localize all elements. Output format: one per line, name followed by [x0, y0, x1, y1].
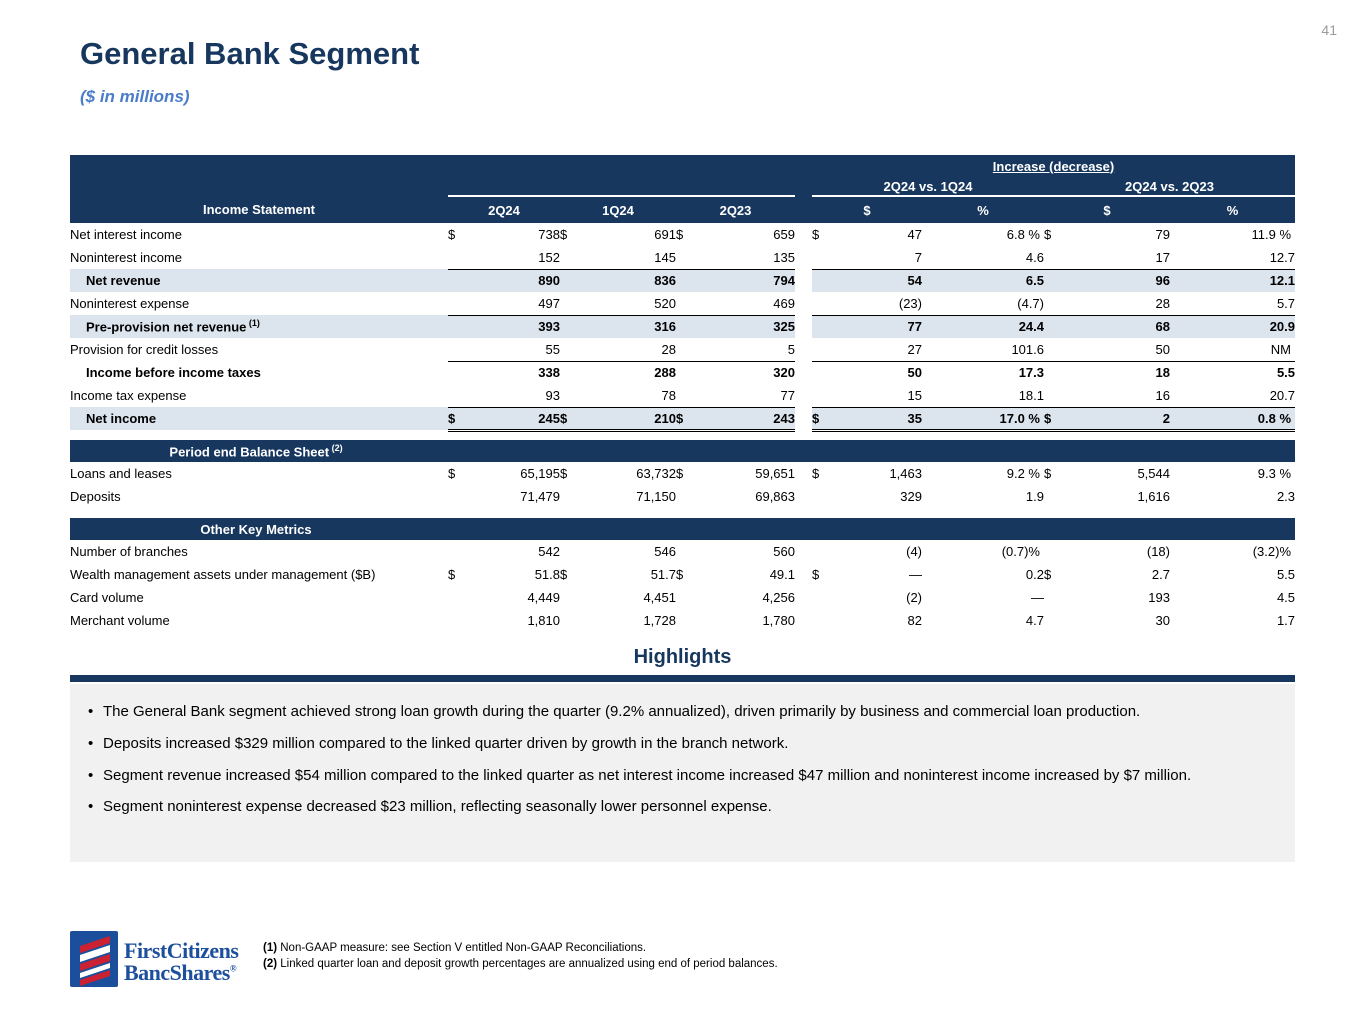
table-cell: 50 — [838, 361, 922, 384]
table-cell: 1.9 — [1025, 489, 1044, 504]
header-row-columns — [70, 196, 1295, 223]
table-cell — [448, 315, 474, 338]
table-row — [70, 223, 1295, 246]
table-cell: 560 — [773, 544, 795, 559]
table-cell — [1044, 609, 1070, 632]
table-cell: (18) — [1146, 544, 1170, 559]
row-label: Net income — [70, 407, 448, 430]
table-cell: $ — [676, 227, 684, 242]
table-cell: (3.2)% — [1252, 544, 1292, 559]
table-cell: 0.2 — [1025, 567, 1044, 582]
company-logo — [70, 931, 238, 987]
table-cell: 79 — [1155, 227, 1170, 242]
row-label: Noninterest expense — [70, 296, 190, 311]
table-cell: 4.6 — [1025, 249, 1044, 265]
table-cell: 5,544 — [1137, 466, 1170, 481]
table-cell: 55 — [545, 341, 560, 357]
table-cell: 4.7 — [1025, 613, 1044, 628]
table-cell — [676, 540, 702, 563]
table-cell: 1.7 — [1276, 613, 1296, 628]
table-cell: 497 — [538, 295, 560, 311]
page-subtitle: ($ in millions) — [80, 87, 190, 106]
column-header-2q24: 2Q24 — [448, 196, 560, 223]
table-cell: 691 — [654, 227, 676, 242]
table-cell: $ — [560, 567, 568, 582]
table-cell: 152 — [538, 249, 560, 265]
table-cell — [448, 361, 474, 384]
vs-group-2q23: 2Q24 vs. 2Q23 — [1044, 177, 1295, 196]
other-key-metrics-section-header — [70, 518, 1295, 540]
highlight-bullet: • Segment noninterest expense decreased $23 million, reflecting seasonally lower personnel expense. — [86, 796, 1277, 818]
table-cell: 6.8 % — [1006, 227, 1040, 242]
table-cell: 210 — [586, 407, 676, 430]
table-cell — [560, 246, 586, 269]
logo-line2: BancShares® — [124, 960, 237, 986]
table-cell: 12.1 — [1170, 269, 1295, 292]
table-cell — [676, 315, 702, 338]
table-cell: 7 — [914, 249, 922, 265]
logo-line1: FirstCitizens — [124, 938, 239, 963]
header-row-increase — [70, 155, 1295, 177]
column-header-dollar-2: $ — [1044, 196, 1170, 223]
table-row — [70, 246, 1295, 269]
table-cell: $ — [560, 466, 568, 481]
table-cell: (2) — [906, 590, 922, 605]
row-label: Card volume — [70, 590, 144, 605]
column-gap — [795, 315, 812, 338]
highlights-box — [70, 684, 1295, 862]
table-cell: 325 — [702, 315, 795, 338]
firstcitizens-flag-icon — [70, 931, 118, 987]
table-cell: 542 — [538, 544, 560, 559]
table-cell — [560, 586, 586, 609]
table-cell — [560, 540, 586, 563]
balance-sheet-section-header — [70, 440, 1295, 462]
table-cell — [560, 269, 586, 292]
table-cell: 145 — [654, 249, 676, 265]
table-cell: $ — [676, 407, 702, 430]
header-spacer — [70, 177, 812, 196]
table-row — [70, 315, 1295, 338]
table-cell: 329 — [900, 489, 922, 504]
table-cell: 101.6 — [1011, 341, 1044, 357]
column-gap — [795, 223, 812, 246]
table-cell: NM — [1270, 341, 1292, 357]
table-cell — [448, 338, 474, 361]
table-cell: 4.5 — [1276, 590, 1296, 605]
column-gap — [795, 338, 812, 361]
table-cell: 50 — [1155, 341, 1170, 357]
table-cell: 4,451 — [643, 590, 676, 605]
column-gap — [795, 269, 812, 292]
column-header-percent-1: % — [922, 196, 1044, 223]
table-cell — [560, 485, 586, 508]
table-cell: 9.2 % — [1006, 466, 1040, 481]
table-cell: (0.7)% — [1001, 544, 1040, 559]
header-gap — [795, 196, 812, 223]
table-cell — [560, 609, 586, 632]
table-cell: 68 — [1070, 315, 1170, 338]
page-title: General Bank Segment — [80, 36, 420, 71]
column-gap — [795, 246, 812, 269]
column-gap — [795, 586, 812, 609]
table-cell: — — [1031, 590, 1044, 605]
table-cell — [812, 315, 838, 338]
table-cell: 659 — [773, 227, 795, 242]
table-cell — [812, 338, 838, 361]
table-cell: 93 — [545, 387, 560, 403]
table-cell: 59,651 — [755, 466, 795, 481]
table-cell: 5.5 — [1276, 567, 1296, 582]
header-spacer — [70, 155, 812, 177]
table-cell: 1,463 — [889, 466, 922, 481]
table-row — [70, 384, 1295, 407]
table-cell — [560, 292, 586, 315]
table-row — [70, 338, 1295, 361]
table-cell: $ — [812, 407, 838, 430]
registered-mark: ® — [229, 964, 237, 975]
column-gap — [795, 462, 812, 485]
table-cell: $ — [812, 567, 820, 582]
column-gap — [795, 384, 812, 407]
table-cell — [676, 485, 702, 508]
section-spacer — [70, 508, 1295, 518]
table-cell: 836 — [586, 269, 676, 292]
table-cell: 51.7 — [650, 567, 676, 582]
table-cell: 20.7 — [1269, 387, 1296, 403]
footnotes — [263, 940, 778, 972]
table-cell — [448, 292, 474, 315]
table-cell: 27 — [907, 341, 922, 357]
row-label: Income tax expense — [70, 388, 187, 403]
row-label: Net interest income — [70, 227, 182, 242]
financial-table — [70, 155, 1295, 632]
row-label: Net revenue — [70, 269, 448, 292]
table-cell: 546 — [654, 544, 676, 559]
table-cell — [1044, 384, 1070, 407]
table-cell: 35 — [838, 407, 922, 430]
company-logo-text — [124, 931, 238, 985]
table-cell: — — [909, 567, 922, 582]
table-cell: 2.3 — [1276, 489, 1296, 504]
table-cell: 30 — [1155, 613, 1170, 628]
table-cell: 320 — [702, 361, 795, 384]
row-label: Deposits — [70, 489, 121, 504]
table-row — [70, 292, 1295, 315]
table-cell — [1044, 586, 1070, 609]
table-cell — [812, 485, 838, 508]
row-label: Wealth management assets under management ($B) — [70, 567, 376, 582]
table-cell: (4.7) — [1017, 295, 1044, 311]
table-cell: $ — [448, 227, 456, 242]
table-cell — [676, 338, 702, 361]
table-cell — [812, 292, 838, 315]
table-cell — [448, 540, 474, 563]
highlight-bullet: • Segment revenue increased $54 million compared to the linked quarter as net interest income increased $47 million and noninterest income increased by $7 million. — [86, 765, 1277, 787]
table-cell: 51.8 — [534, 567, 560, 582]
table-cell — [676, 292, 702, 315]
highlights-title: Highlights — [633, 646, 732, 668]
table-cell: 54 — [838, 269, 922, 292]
table-cell: $ — [676, 567, 684, 582]
table-cell: 393 — [474, 315, 560, 338]
table-cell: 0.8 % — [1170, 407, 1295, 430]
table-cell — [448, 269, 474, 292]
table-cell — [676, 361, 702, 384]
table-cell: 338 — [474, 361, 560, 384]
row-label: Loans and leases — [70, 466, 172, 481]
table-cell: $ — [1044, 466, 1052, 481]
table-row — [70, 269, 1295, 292]
table-cell — [560, 361, 586, 384]
page-number: 41 — [1321, 22, 1337, 38]
column-header-income-statement: Income Statement — [70, 196, 448, 223]
table-cell: 520 — [654, 295, 676, 311]
table-cell — [812, 269, 838, 292]
table-cell: 794 — [702, 269, 795, 292]
table-cell: 82 — [907, 613, 922, 628]
table-cell: 1,616 — [1137, 489, 1170, 504]
highlight-bullet: • Deposits increased $329 million compared to the linked quarter driven by growth in the branch network. — [86, 733, 1277, 755]
table-cell — [812, 609, 838, 632]
table-cell: 18 — [1070, 361, 1170, 384]
table-cell: 77 — [838, 315, 922, 338]
row-label: Pre-provision net revenue $^{(1)}$ — [70, 315, 448, 338]
table-cell: 4,256 — [762, 590, 795, 605]
column-gap — [795, 563, 812, 586]
table-cell: 1,780 — [762, 613, 795, 628]
column-gap — [795, 361, 812, 384]
table-cell — [448, 485, 474, 508]
table-cell — [560, 315, 586, 338]
table-cell: 5.5 — [1170, 361, 1295, 384]
column-gap — [795, 540, 812, 563]
table-cell: $ — [812, 227, 820, 242]
table-cell — [1044, 246, 1070, 269]
table-cell: 9.3 % — [1257, 466, 1292, 481]
table-cell — [1044, 269, 1070, 292]
row-label: Noninterest income — [70, 250, 182, 265]
table-cell: 71,479 — [520, 489, 560, 504]
table-cell — [676, 609, 702, 632]
table-cell: 4,449 — [527, 590, 560, 605]
table-row — [70, 540, 1295, 563]
table-cell — [676, 269, 702, 292]
table-cell — [1044, 540, 1070, 563]
table-cell: $ — [448, 407, 474, 430]
table-row — [70, 586, 1295, 609]
table-cell: 20.9 — [1170, 315, 1295, 338]
table-cell: 738 — [538, 227, 560, 242]
column-header-2q23: 2Q23 — [676, 196, 795, 223]
table-cell: 12.7 — [1269, 249, 1296, 265]
column-gap — [795, 485, 812, 508]
table-cell: 5 — [787, 341, 795, 357]
table-cell: 193 — [1148, 590, 1170, 605]
table-cell: $ — [448, 567, 456, 582]
table-cell — [448, 384, 474, 407]
table-row — [70, 485, 1295, 508]
table-cell — [1044, 292, 1070, 315]
table-row — [70, 609, 1295, 632]
table-cell: $ — [676, 466, 684, 481]
table-cell: 65,195 — [520, 466, 560, 481]
table-cell — [812, 540, 838, 563]
column-header-1q24: 1Q24 — [560, 196, 676, 223]
table-cell: 77 — [780, 387, 795, 403]
table-cell: 2 — [1070, 407, 1170, 430]
vs-group-1q24: 2Q24 vs. 1Q24 — [812, 177, 1044, 196]
table-cell: 78 — [661, 387, 676, 403]
table-cell — [1044, 338, 1070, 361]
table-cell — [676, 586, 702, 609]
table-cell — [448, 609, 474, 632]
table-cell: 24.4 — [922, 315, 1044, 338]
table-header — [70, 155, 1295, 223]
table-cell: 18.1 — [1018, 387, 1044, 403]
table-cell: 17.0 % — [922, 407, 1044, 430]
table-cell: 6.5 — [922, 269, 1044, 292]
header-row-vs-groups — [70, 177, 1295, 196]
footnote: (1) Non-GAAP measure: see Section V entitled Non-GAAP Reconciliations. — [263, 942, 647, 954]
highlights-list — [86, 701, 1277, 818]
table-cell — [812, 384, 838, 407]
column-header-dollar-1: $ — [812, 196, 922, 223]
table-cell: 28 — [1155, 295, 1170, 311]
table-cell: $ — [1044, 407, 1070, 430]
row-label: Income before income taxes — [86, 365, 261, 380]
table-cell: 47 — [907, 227, 922, 242]
table-cell — [1044, 485, 1070, 508]
other-key-metrics-section-header-label: Other Key Metrics — [200, 521, 312, 537]
table-cell — [676, 384, 702, 407]
table-cell: 135 — [773, 249, 795, 265]
table-row — [70, 407, 1295, 430]
table-cell: 316 — [586, 315, 676, 338]
table-cell — [1044, 361, 1070, 384]
table-body — [70, 223, 1295, 632]
table-cell: (23) — [898, 295, 922, 311]
table-cell — [812, 586, 838, 609]
increase-decrease-header: Increase (decrease) — [812, 155, 1295, 177]
table-cell: 288 — [586, 361, 676, 384]
table-row — [70, 462, 1295, 485]
balance-sheet-section-header-label: Period end Balance Sheet $^{(2)}$ — [169, 442, 343, 460]
table-cell: 71,150 — [636, 489, 676, 504]
section-spacer — [70, 430, 1295, 440]
table-cell: $ — [448, 466, 456, 481]
row-label: Number of branches — [70, 544, 188, 559]
table-cell — [560, 338, 586, 361]
table-row — [70, 361, 1295, 384]
table-cell: $ — [1044, 227, 1052, 242]
table-cell — [448, 586, 474, 609]
column-header-percent-2: % — [1170, 196, 1295, 223]
table-cell: 245 — [474, 407, 560, 430]
row-label: Merchant volume — [70, 613, 170, 628]
highlights-divider-bar — [70, 675, 1295, 682]
table-cell: $ — [1044, 567, 1052, 582]
table-cell: 11.9 % — [1251, 227, 1292, 242]
table-cell: 63,732 — [636, 466, 676, 481]
table-cell: 17.3 — [922, 361, 1044, 384]
footnote: (2) Linked quarter loan and deposit growth percentages are annualized using end of period balances. — [263, 958, 778, 971]
table-cell: 890 — [474, 269, 560, 292]
table-cell: 17 — [1155, 249, 1170, 265]
table-cell: 16 — [1155, 387, 1170, 403]
table-cell: 2.7 — [1151, 567, 1170, 582]
table-cell — [812, 361, 838, 384]
table-cell: 96 — [1070, 269, 1170, 292]
table-cell — [448, 246, 474, 269]
column-gap — [795, 407, 812, 430]
table-row — [70, 563, 1295, 586]
table-cell: 243 — [702, 407, 795, 430]
table-cell: $ — [812, 466, 820, 481]
table-cell: 15 — [907, 387, 922, 403]
table-cell — [560, 384, 586, 407]
table-cell — [812, 246, 838, 269]
table-cell: (4) — [906, 544, 922, 559]
table-cell: $ — [560, 407, 586, 430]
column-gap — [795, 292, 812, 315]
table-cell — [1044, 315, 1070, 338]
table-cell: 1,728 — [643, 613, 676, 628]
highlight-bullet: • The General Bank segment achieved strong loan growth during the quarter (9.2% annualized), driven primarily by business and commercial loan production. — [86, 701, 1277, 723]
table-cell: 469 — [773, 295, 795, 311]
table-cell: 49.1 — [769, 567, 795, 582]
table-cell: 28 — [661, 341, 676, 357]
table-cell: 5.7 — [1276, 295, 1296, 311]
table-cell: $ — [560, 227, 568, 242]
table-cell: 1,810 — [527, 613, 560, 628]
column-gap — [795, 609, 812, 632]
row-label: Provision for credit losses — [70, 342, 219, 357]
table-cell: 69,863 — [755, 489, 795, 504]
table-cell — [676, 246, 702, 269]
